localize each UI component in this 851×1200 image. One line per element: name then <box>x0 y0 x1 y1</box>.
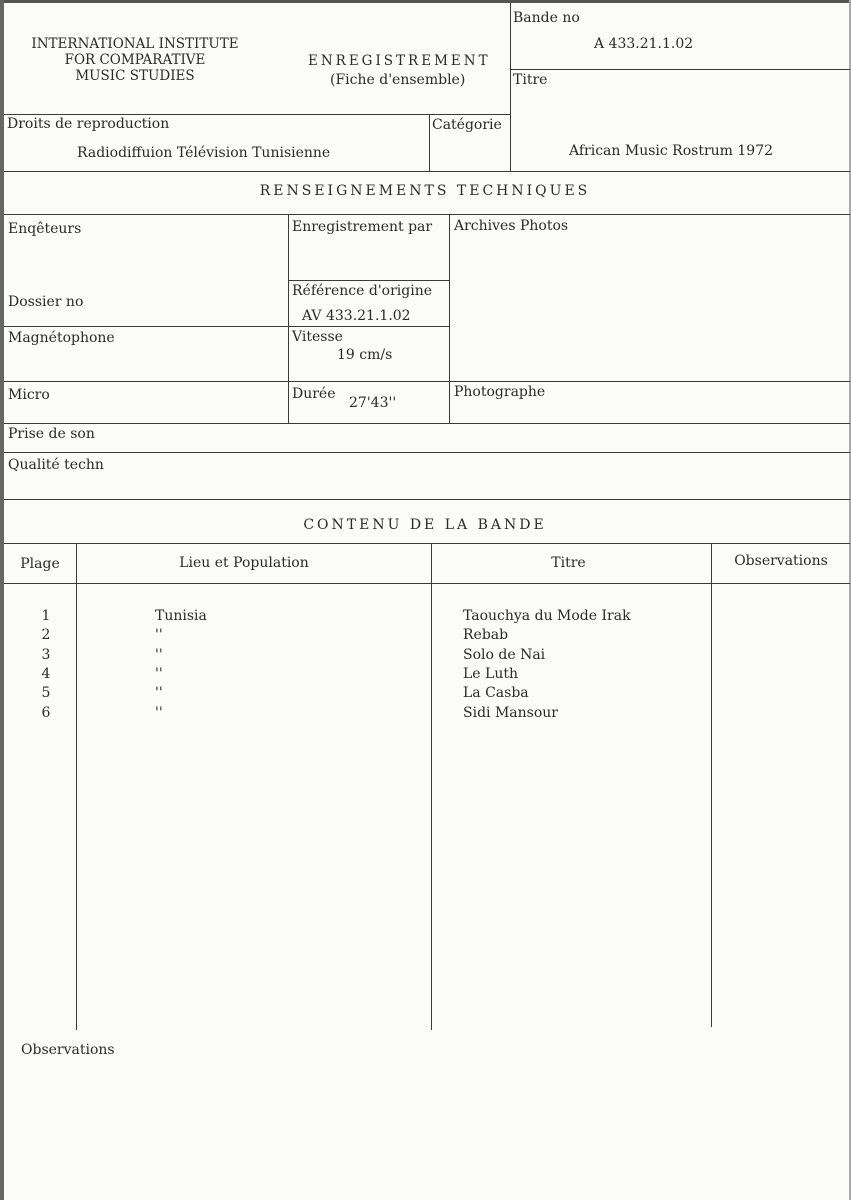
rule <box>4 326 449 327</box>
qualite-label: Qualité techn <box>8 457 104 473</box>
track-titre: Le Luth <box>463 666 518 682</box>
rule <box>4 114 510 115</box>
track-lieu: '' <box>155 627 163 643</box>
technique-section-title: RENSEIGNEMENTS TECHNIQUES <box>259 183 591 199</box>
track-lieu: '' <box>155 705 163 721</box>
reference-label: Référence d'origine <box>292 283 433 299</box>
track-plage: 5 <box>41 685 51 701</box>
institute-line-2: FOR COMPARATIVE <box>64 52 206 69</box>
micro-label: Micro <box>8 387 50 403</box>
column-header-plage: Plage <box>20 556 60 572</box>
track-titre: La Casba <box>463 685 529 701</box>
bande-label: Bande no <box>513 10 580 26</box>
track-lieu: '' <box>155 666 163 682</box>
track-plage: 1 <box>41 608 51 624</box>
prise-de-son-label: Prise de son <box>8 426 95 442</box>
rule <box>4 499 850 500</box>
track-titre: Taouchya du Mode Irak <box>463 608 631 624</box>
categorie-label: Catégorie <box>432 117 502 133</box>
reference-value: AV 433.21.1.02 <box>302 308 411 324</box>
rule <box>431 543 432 1030</box>
institute-name <box>10 36 260 85</box>
track-plage: 3 <box>41 647 51 663</box>
rule <box>711 543 712 1027</box>
page-left-edge <box>0 0 4 1200</box>
rule <box>429 114 430 172</box>
enregistrement-par-label: Enregistrement par <box>292 219 433 235</box>
track-titre: Rebab <box>463 627 509 643</box>
contenu-section-title: CONTENU DE LA BANDE <box>303 517 547 533</box>
rule <box>288 280 449 281</box>
titre-value: African Music Rostrum 1972 <box>569 143 774 159</box>
duree-label: Durée <box>292 386 336 402</box>
rule <box>4 214 850 215</box>
track-titre: Sidi Mansour <box>463 705 558 721</box>
track-plage: 4 <box>41 666 51 682</box>
rule <box>4 423 850 424</box>
rule <box>4 543 850 544</box>
rule <box>4 583 850 584</box>
form-subtitle: (Fiche d'ensemble) <box>330 72 466 88</box>
column-header-titre: Titre <box>551 555 586 571</box>
form-title: ENREGISTREMENT <box>308 53 491 69</box>
rule <box>4 171 850 172</box>
rule <box>510 3 511 172</box>
duree-value: 27'43'' <box>349 395 397 411</box>
archives-photos-label: Archives Photos <box>454 218 569 234</box>
rule <box>510 69 850 70</box>
track-lieu: '' <box>155 647 163 663</box>
titre-label: Titre <box>513 72 548 88</box>
rule <box>4 452 850 453</box>
rule <box>288 214 289 424</box>
vitesse-value: 19 cm/s <box>337 347 393 363</box>
photographe-label: Photographe <box>454 384 546 400</box>
column-header-observations: Observations <box>734 553 828 569</box>
observations-label: Observations <box>21 1042 115 1058</box>
track-plage: 2 <box>41 627 51 643</box>
track-plage: 6 <box>41 705 51 721</box>
track-lieu: Tunisia <box>155 608 207 624</box>
magnetophone-label: Magnétophone <box>8 330 115 346</box>
rule <box>4 381 850 382</box>
bande-value: A 433.21.1.02 <box>594 36 694 52</box>
droits-label: Droits de reproduction <box>7 116 170 132</box>
page-top-edge <box>0 0 851 3</box>
enqueteurs-label: Enqêteurs <box>8 221 82 237</box>
track-lieu: '' <box>155 685 163 701</box>
column-header-lieu: Lieu et Population <box>179 555 309 571</box>
dossier-label: Dossier no <box>8 294 84 310</box>
vitesse-label: Vitesse <box>292 329 343 345</box>
rule <box>449 214 450 424</box>
institute-line-1: INTERNATIONAL INSTITUTE <box>31 36 239 52</box>
track-titre: Solo de Nai <box>463 647 546 663</box>
droits-value: Radiodiffuion Télévision Tunisienne <box>77 145 331 161</box>
institute-line-3: MUSIC STUDIES <box>75 68 195 85</box>
